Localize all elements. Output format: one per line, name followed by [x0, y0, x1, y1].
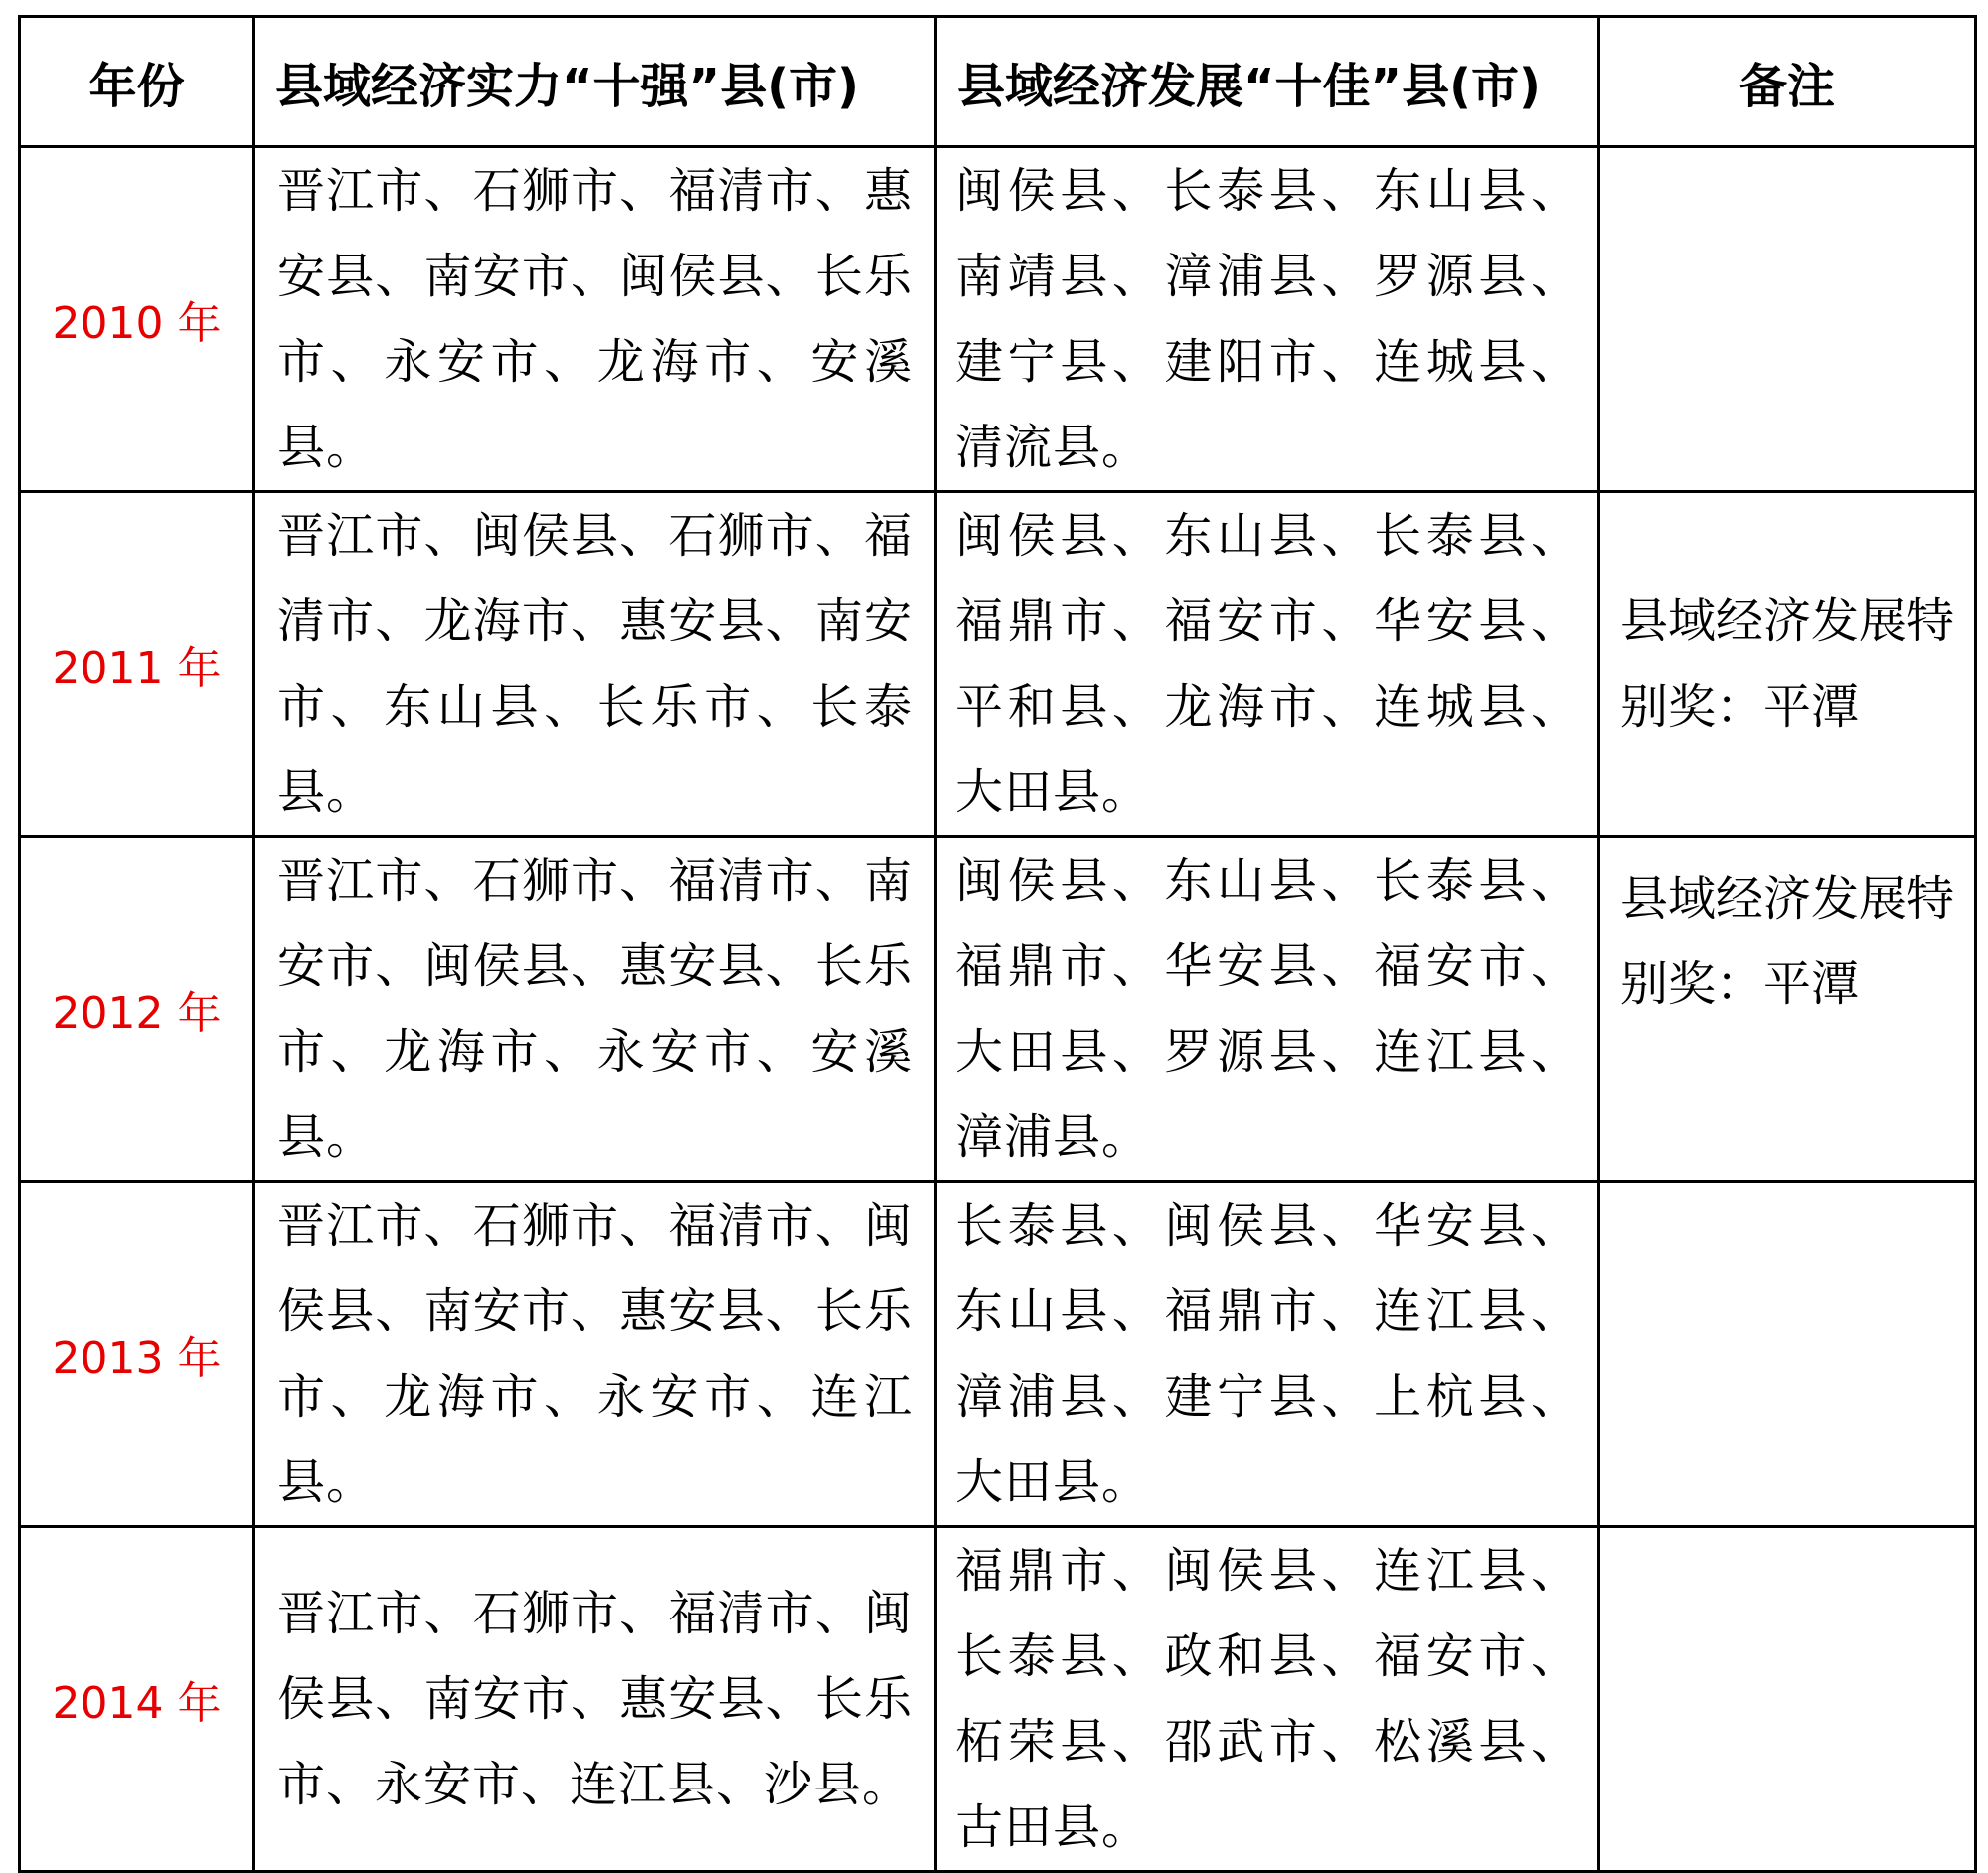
county-economy-table [18, 15, 1977, 1873]
top-ten-cell: 晋江市、闽侯县、石狮市、福清市、龙海市、惠安县、南安市、东山县、长乐市、长泰县。 [254, 492, 936, 837]
year-cell: 2010 年 [20, 147, 254, 492]
note-cell [1599, 147, 1976, 492]
best-ten-cell: 闽侯县、东山县、长泰县、福鼎市、华安县、福安市、大田县、罗源县、连江县、漳浦县。 [936, 837, 1599, 1182]
table-row [20, 492, 1976, 837]
note-cell [1599, 1182, 1976, 1527]
table-row [20, 1182, 1976, 1527]
header-best-ten: 县域经济发展“十佳”县(市) [936, 17, 1599, 147]
table-row [20, 837, 1976, 1182]
note-cell: 县域经济发展特别奖：平潭 [1599, 492, 1976, 837]
year-cell: 2013 年 [20, 1182, 254, 1527]
note-cell [1599, 1527, 1976, 1872]
best-ten-cell: 长泰县、闽侯县、华安县、东山县、福鼎市、连江县、漳浦县、建宁县、上杭县、大田县。 [936, 1182, 1599, 1527]
note-cell: 县域经济发展特别奖：平潭 [1599, 837, 1976, 1182]
best-ten-cell: 闽侯县、长泰县、东山县、南靖县、漳浦县、罗源县、建宁县、建阳市、连城县、清流县。 [936, 147, 1599, 492]
best-ten-cell: 闽侯县、东山县、长泰县、福鼎市、福安市、华安县、平和县、龙海市、连城县、大田县。 [936, 492, 1599, 837]
table-row [20, 147, 1976, 492]
top-ten-cell: 晋江市、石狮市、福清市、惠安县、南安市、闽侯县、长乐市、永安市、龙海市、安溪县。 [254, 147, 936, 492]
header-year: 年份 [20, 17, 254, 147]
header-top-ten: 县域经济实力“十强”县(市) [254, 17, 936, 147]
header-row [20, 17, 1976, 147]
year-cell: 2012 年 [20, 837, 254, 1182]
table-row [20, 1527, 1976, 1872]
best-ten-cell: 福鼎市、闽侯县、连江县、长泰县、政和县、福安市、柘荣县、邵武市、松溪县、古田县。 [936, 1527, 1599, 1872]
year-cell: 2011 年 [20, 492, 254, 837]
year-cell: 2014 年 [20, 1527, 254, 1872]
top-ten-cell: 晋江市、石狮市、福清市、闽侯县、南安市、惠安县、长乐市、永安市、连江县、沙县。 [254, 1527, 936, 1872]
header-note: 备注 [1599, 17, 1976, 147]
top-ten-cell: 晋江市、石狮市、福清市、南安市、闽侯县、惠安县、长乐市、龙海市、永安市、安溪县。 [254, 837, 936, 1182]
top-ten-cell: 晋江市、石狮市、福清市、闽侯县、南安市、惠安县、长乐市、龙海市、永安市、连江县。 [254, 1182, 936, 1527]
